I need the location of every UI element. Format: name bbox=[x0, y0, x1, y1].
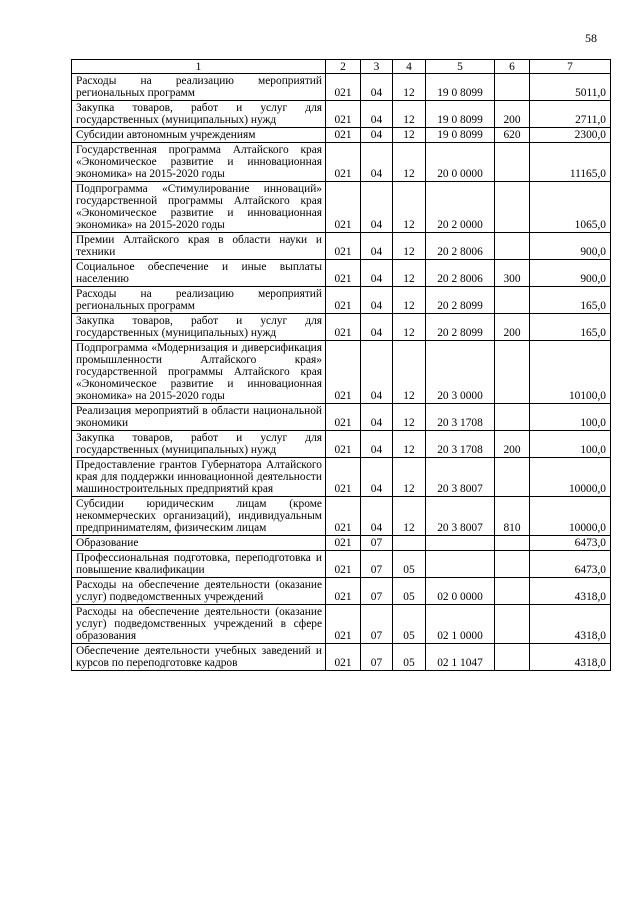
row-name: Закупка товаров, работ и услуг для государственных (муниципальных) нужд bbox=[72, 431, 326, 458]
row-code-4: 12 bbox=[393, 101, 426, 128]
row-code-3: 04 bbox=[361, 128, 393, 143]
row-amount: 100,0 bbox=[530, 431, 611, 458]
row-code-4: 12 bbox=[393, 74, 426, 101]
row-amount: 10100,0 bbox=[530, 341, 611, 404]
row-code-2: 021 bbox=[326, 458, 361, 497]
row-name: Расходы на обеспечение деятельности (оказание услуг) подведомственных учреждений bbox=[72, 578, 326, 605]
row-code-3: 07 bbox=[361, 551, 393, 578]
row-name: Премии Алтайского края в области науки и техники bbox=[72, 233, 326, 260]
row-code-5: 19 0 8099 bbox=[426, 74, 495, 101]
row-code-2: 021 bbox=[326, 314, 361, 341]
row-code-2: 021 bbox=[326, 644, 361, 671]
row-code-6: 200 bbox=[495, 431, 530, 458]
row-amount: 165,0 bbox=[530, 314, 611, 341]
header-col-2: 2 bbox=[326, 60, 361, 74]
row-code-4: 12 bbox=[393, 431, 426, 458]
row-code-2: 021 bbox=[326, 578, 361, 605]
row-code-6: 200 bbox=[495, 101, 530, 128]
table-row bbox=[72, 287, 611, 314]
row-code-4: 05 bbox=[393, 551, 426, 578]
row-code-5: 20 3 8007 bbox=[426, 458, 495, 497]
row-code-4: 12 bbox=[393, 287, 426, 314]
row-code-5: 20 3 8007 bbox=[426, 497, 495, 536]
row-code-5: 20 2 8006 bbox=[426, 233, 495, 260]
row-code-6: 200 bbox=[495, 314, 530, 341]
row-code-4: 05 bbox=[393, 578, 426, 605]
row-name: Подпрограмма «Модернизация и диверсификация промышленности Алтайского края» государственной программы Алтайского края «Экономическое развитие и инновационная экономика» на 2015-2020 годы bbox=[72, 341, 326, 404]
row-name: Закупка товаров, работ и услуг для государственных (муниципальных) нужд bbox=[72, 314, 326, 341]
row-code-2: 021 bbox=[326, 431, 361, 458]
row-code-2: 021 bbox=[326, 143, 361, 182]
table-row bbox=[72, 497, 611, 536]
row-code-4: 12 bbox=[393, 143, 426, 182]
row-code-3: 07 bbox=[361, 536, 393, 551]
row-amount: 900,0 bbox=[530, 260, 611, 287]
row-code-2: 021 bbox=[326, 233, 361, 260]
row-code-5: 20 0 0000 bbox=[426, 143, 495, 182]
row-name: Субсидии автономным учреждениям bbox=[72, 128, 326, 143]
row-code-3: 04 bbox=[361, 458, 393, 497]
row-code-5: 02 1 1047 bbox=[426, 644, 495, 671]
row-code-5: 20 3 1708 bbox=[426, 404, 495, 431]
row-code-2: 021 bbox=[326, 497, 361, 536]
row-name: Подпрограмма «Стимулирование инноваций» государственной программы Алтайского края «Экономическое развитие и инновационная экономика» на 2015-2020 годы bbox=[72, 182, 326, 233]
row-code-2: 021 bbox=[326, 101, 361, 128]
table-row bbox=[72, 143, 611, 182]
row-name: Социальное обеспечение и иные выплаты населению bbox=[72, 260, 326, 287]
table-row bbox=[72, 536, 611, 551]
table-row bbox=[72, 404, 611, 431]
row-code-6: 810 bbox=[495, 497, 530, 536]
header-col-3: 3 bbox=[361, 60, 393, 74]
row-amount: 900,0 bbox=[530, 233, 611, 260]
row-code-3: 07 bbox=[361, 578, 393, 605]
row-code-3: 04 bbox=[361, 341, 393, 404]
row-amount: 10000,0 bbox=[530, 497, 611, 536]
row-code-5: 20 3 1708 bbox=[426, 431, 495, 458]
row-code-2: 021 bbox=[326, 551, 361, 578]
row-code-5: 20 2 0000 bbox=[426, 182, 495, 233]
row-code-6 bbox=[495, 233, 530, 260]
row-name: Образование bbox=[72, 536, 326, 551]
table-row bbox=[72, 128, 611, 143]
row-code-5: 20 3 0000 bbox=[426, 341, 495, 404]
row-code-3: 04 bbox=[361, 233, 393, 260]
row-code-5 bbox=[426, 536, 495, 551]
row-code-2: 021 bbox=[326, 536, 361, 551]
row-code-6 bbox=[495, 404, 530, 431]
row-name: Расходы на обеспечение деятельности (оказание услуг) подведомственных учреждений в сфере образования bbox=[72, 605, 326, 644]
row-code-4: 12 bbox=[393, 260, 426, 287]
row-code-5: 19 0 8099 bbox=[426, 101, 495, 128]
row-code-4: 05 bbox=[393, 644, 426, 671]
row-name: Расходы на реализацию мероприятий региональных программ bbox=[72, 74, 326, 101]
page-number: 58 bbox=[585, 31, 597, 45]
header-col-5: 5 bbox=[426, 60, 495, 74]
row-code-4: 12 bbox=[393, 128, 426, 143]
row-code-4: 12 bbox=[393, 233, 426, 260]
row-name: Субсидии юридическим лицам (кроме некоммерческих организаций), индивидуальным предпринимателям, физическим лицам bbox=[72, 497, 326, 536]
row-amount: 4318,0 bbox=[530, 578, 611, 605]
table-row bbox=[72, 341, 611, 404]
table-row bbox=[72, 260, 611, 287]
row-code-3: 04 bbox=[361, 497, 393, 536]
row-code-6 bbox=[495, 74, 530, 101]
row-amount: 2711,0 bbox=[530, 101, 611, 128]
row-amount: 6473,0 bbox=[530, 551, 611, 578]
row-code-6 bbox=[495, 551, 530, 578]
row-code-4: 12 bbox=[393, 497, 426, 536]
row-code-2: 021 bbox=[326, 404, 361, 431]
row-code-2: 021 bbox=[326, 128, 361, 143]
row-amount: 4318,0 bbox=[530, 605, 611, 644]
row-code-5: 20 2 8006 bbox=[426, 260, 495, 287]
row-code-5: 02 0 0000 bbox=[426, 578, 495, 605]
row-code-5: 02 1 0000 bbox=[426, 605, 495, 644]
row-amount: 2300,0 bbox=[530, 128, 611, 143]
row-code-6 bbox=[495, 287, 530, 314]
row-amount: 100,0 bbox=[530, 404, 611, 431]
row-name: Закупка товаров, работ и услуг для государственных (муниципальных) нужд bbox=[72, 101, 326, 128]
row-code-5: 20 2 8099 bbox=[426, 314, 495, 341]
row-code-6 bbox=[495, 458, 530, 497]
row-code-2: 021 bbox=[326, 287, 361, 314]
row-code-2: 021 bbox=[326, 74, 361, 101]
row-amount: 6473,0 bbox=[530, 536, 611, 551]
row-name: Профессиональная подготовка, переподготовка и повышение квалификации bbox=[72, 551, 326, 578]
row-code-3: 04 bbox=[361, 101, 393, 128]
row-code-4 bbox=[393, 536, 426, 551]
table-row bbox=[72, 644, 611, 671]
row-code-4: 12 bbox=[393, 458, 426, 497]
row-name: Предоставление грантов Губернатора Алтайского края для поддержки инновационной деятельности машиностроительных предприятий края bbox=[72, 458, 326, 497]
table-row bbox=[72, 182, 611, 233]
row-code-3: 04 bbox=[361, 143, 393, 182]
row-code-3: 04 bbox=[361, 314, 393, 341]
row-name: Государственная программа Алтайского края «Экономическое развитие и инновационная экономика» на 2015-2020 годы bbox=[72, 143, 326, 182]
header-col-7: 7 bbox=[530, 60, 611, 74]
row-code-5: 20 2 8099 bbox=[426, 287, 495, 314]
row-code-2: 021 bbox=[326, 260, 361, 287]
row-code-3: 04 bbox=[361, 260, 393, 287]
row-code-3: 04 bbox=[361, 287, 393, 314]
row-code-2: 021 bbox=[326, 182, 361, 233]
row-code-3: 04 bbox=[361, 404, 393, 431]
row-code-5: 19 0 8099 bbox=[426, 128, 495, 143]
row-code-6 bbox=[495, 644, 530, 671]
row-name: Расходы на реализацию мероприятий региональных программ bbox=[72, 287, 326, 314]
row-code-3: 04 bbox=[361, 182, 393, 233]
table-row bbox=[72, 431, 611, 458]
row-code-6 bbox=[495, 536, 530, 551]
table-row bbox=[72, 101, 611, 128]
row-code-6 bbox=[495, 182, 530, 233]
row-code-4: 12 bbox=[393, 182, 426, 233]
row-code-3: 04 bbox=[361, 74, 393, 101]
row-code-6 bbox=[495, 143, 530, 182]
header-col-4: 4 bbox=[393, 60, 426, 74]
table-row bbox=[72, 74, 611, 101]
row-code-6 bbox=[495, 341, 530, 404]
row-code-6: 300 bbox=[495, 260, 530, 287]
table-row bbox=[72, 314, 611, 341]
row-amount: 4318,0 bbox=[530, 644, 611, 671]
header-col-6: 6 bbox=[495, 60, 530, 74]
row-amount: 11165,0 bbox=[530, 143, 611, 182]
row-code-5 bbox=[426, 551, 495, 578]
row-code-6 bbox=[495, 578, 530, 605]
table-row bbox=[72, 605, 611, 644]
row-amount: 165,0 bbox=[530, 287, 611, 314]
row-code-3: 04 bbox=[361, 431, 393, 458]
budget-table bbox=[71, 59, 611, 671]
table-row bbox=[72, 458, 611, 497]
header-col-1: 1 bbox=[72, 60, 326, 74]
row-amount: 1065,0 bbox=[530, 182, 611, 233]
table-row bbox=[72, 551, 611, 578]
row-code-3: 07 bbox=[361, 605, 393, 644]
row-code-3: 07 bbox=[361, 644, 393, 671]
row-code-4: 12 bbox=[393, 404, 426, 431]
row-amount: 10000,0 bbox=[530, 458, 611, 497]
table-row bbox=[72, 578, 611, 605]
row-code-6 bbox=[495, 605, 530, 644]
row-code-6: 620 bbox=[495, 128, 530, 143]
table-row bbox=[72, 233, 611, 260]
row-code-4: 12 bbox=[393, 314, 426, 341]
row-code-2: 021 bbox=[326, 605, 361, 644]
row-code-2: 021 bbox=[326, 341, 361, 404]
row-name: Обеспечение деятельности учебных заведений и курсов по переподготовке кадров bbox=[72, 644, 326, 671]
row-amount: 5011,0 bbox=[530, 74, 611, 101]
table-header-row bbox=[72, 60, 611, 74]
row-code-4: 12 bbox=[393, 341, 426, 404]
row-code-4: 05 bbox=[393, 605, 426, 644]
row-name: Реализация мероприятий в области национальной экономики bbox=[72, 404, 326, 431]
